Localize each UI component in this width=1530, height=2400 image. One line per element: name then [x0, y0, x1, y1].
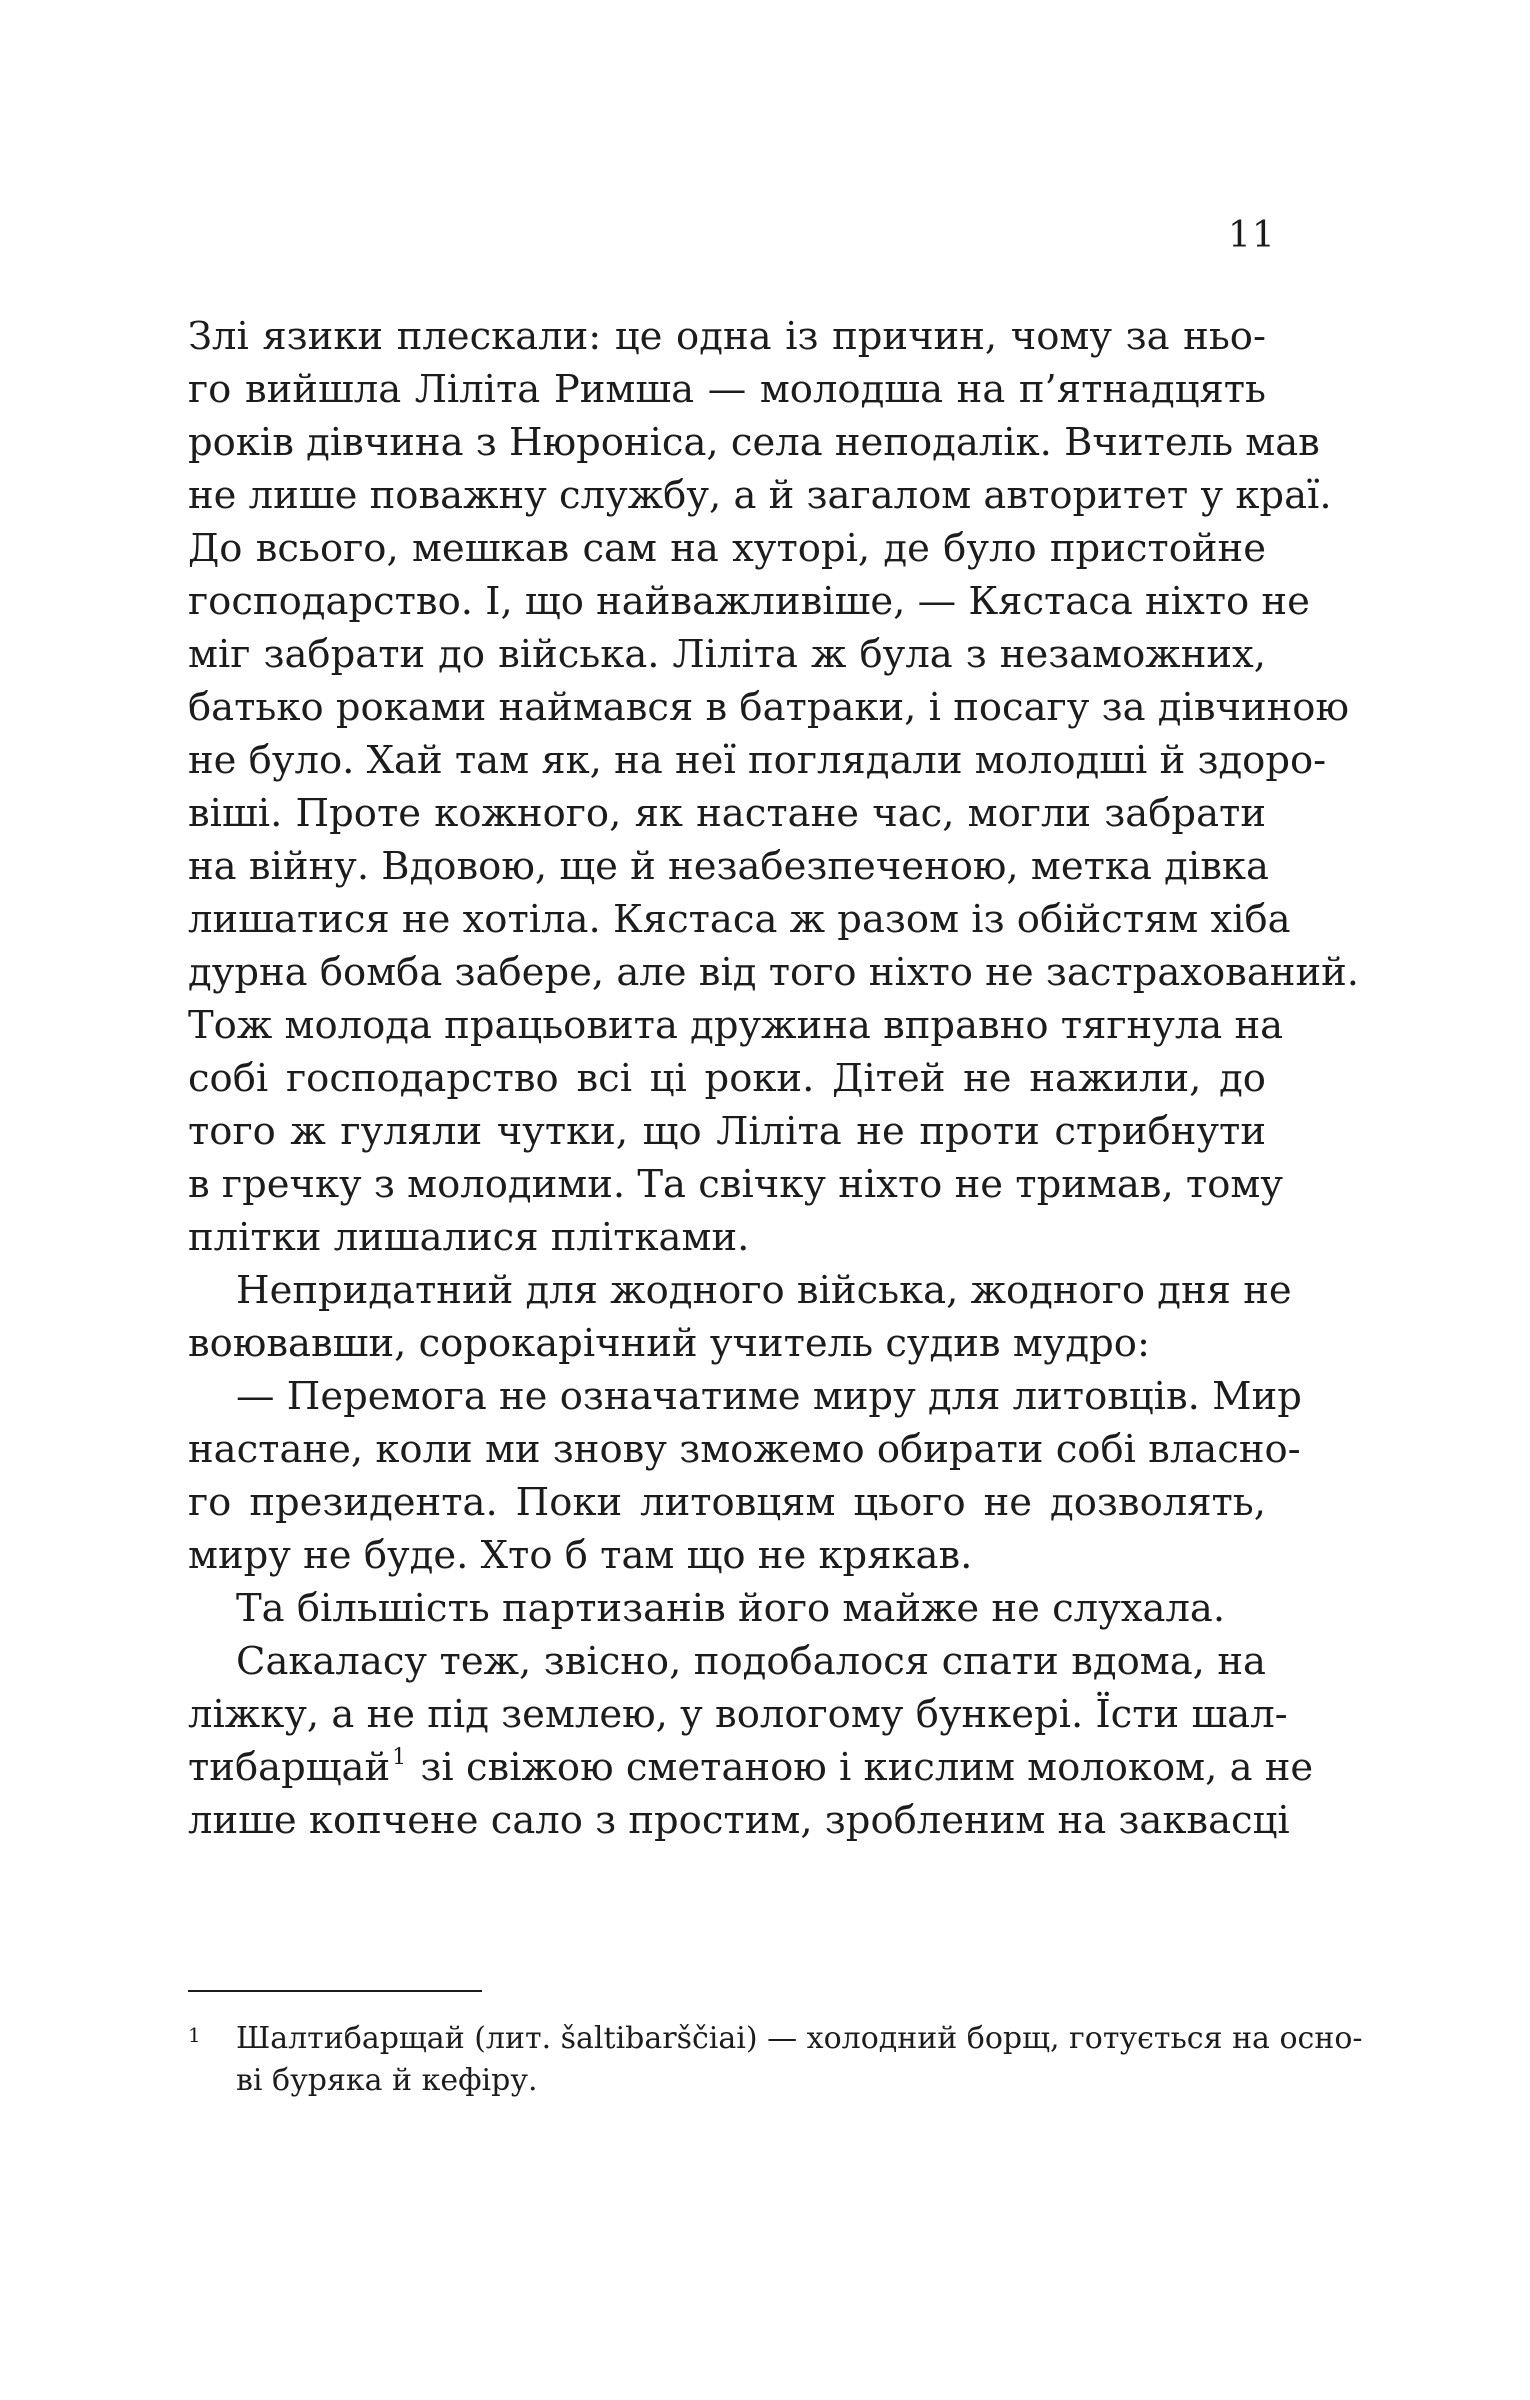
text-line: міг забрати до війська. Ліліта ж була з незаможних, — [188, 632, 1266, 677]
text-line: плітки лишалися плітками. — [188, 1215, 750, 1260]
footnote — [188, 2018, 1363, 2102]
text-line: батько роками наймався в батраки, і посагу за дівчиною — [188, 685, 1349, 730]
text-line: Та більшість партизанів його майже не слухала. — [236, 1586, 1226, 1631]
text-line: лише копчене сало з простим, зробленим на заквасці — [188, 1798, 1290, 1843]
text-line: настане, коли ми знову зможемо обирати собі власно- — [188, 1427, 1301, 1472]
text-line: Непридатний для жодного війська, жодного дня не — [236, 1268, 1292, 1313]
footnote-divider — [188, 1990, 482, 1992]
text-line: на війну. Вдовою, ще й незабезпеченою, метка дівка — [188, 844, 1269, 889]
text-line: — Перемога не означатиме миру для литовців. Мир — [236, 1374, 1302, 1419]
text-line: Злі язики плескали: це одна із причин, чому за ньо- — [188, 314, 1266, 359]
footnote-marker: 1 — [188, 2023, 201, 2047]
page-number: 11 — [1228, 215, 1276, 256]
text-line: в гречку з молодими. Та свічку ніхто не тримав, тому — [188, 1162, 1284, 1207]
text-line: лишатися не хотіла. Кястаса ж разом із обійстям хіба — [188, 897, 1291, 942]
footnote-line: ві буряка й кефіру. — [236, 2063, 538, 2098]
body-text — [188, 310, 1360, 1847]
text-line: го вийшла Ліліта Римша — молодша на п’ятнадцять — [188, 367, 1266, 412]
footnote-reference[interactable]: 1 — [392, 1745, 407, 1770]
text-line: господарство. І, що найважливіше, — Кястаса ніхто не — [188, 579, 1310, 624]
text-line: не лише поважну службу, а й загалом авторитет у краї. — [188, 473, 1332, 518]
text-segment: тибарщай — [188, 1745, 391, 1790]
text-line: До всього, мешкав сам на хуторі, де було пристойне — [188, 526, 1266, 571]
text-line: воювавши, сорокарічний учитель судив мудро: — [188, 1321, 1150, 1366]
text-line: років дівчина з Нюроніса, села неподалік. Вчитель мав — [188, 420, 1320, 465]
text-line: собі господарство всі ці роки. Дітей не нажили, до — [188, 1056, 1266, 1101]
text-line-with-footnote-ref — [188, 1741, 1314, 1794]
text-line: того ж гуляли чутки, що Ліліта не проти стрибнути — [188, 1109, 1266, 1154]
text-line: Тож молода працьовита дружина вправно тягнула на — [188, 1003, 1284, 1048]
footnote-line: Шалтибарщай (лит. šaltibarščiai) — холодний борщ, готується на осно- — [236, 2021, 1363, 2056]
text-line: Сакаласу теж, звісно, подобалося спати вдома, на — [236, 1639, 1266, 1684]
text-line: го президента. Поки литовцям цього не дозволять, — [188, 1480, 1266, 1525]
text-line: ліжку, а не під землею, у вологому бункері. Їсти шал- — [188, 1692, 1288, 1737]
text-line: дурна бомба забере, але від того ніхто не застрахований. — [188, 950, 1360, 995]
text-line: миру не буде. Хто б там що не крякав. — [188, 1533, 973, 1578]
text-line: віші. Проте кожного, як настане час, могли забрати — [188, 791, 1266, 836]
text-segment: зі свіжою сметаною і кислим молоком, а не — [420, 1745, 1314, 1790]
text-line: не було. Хай там як, на неї поглядали молодші й здоро- — [188, 738, 1327, 783]
